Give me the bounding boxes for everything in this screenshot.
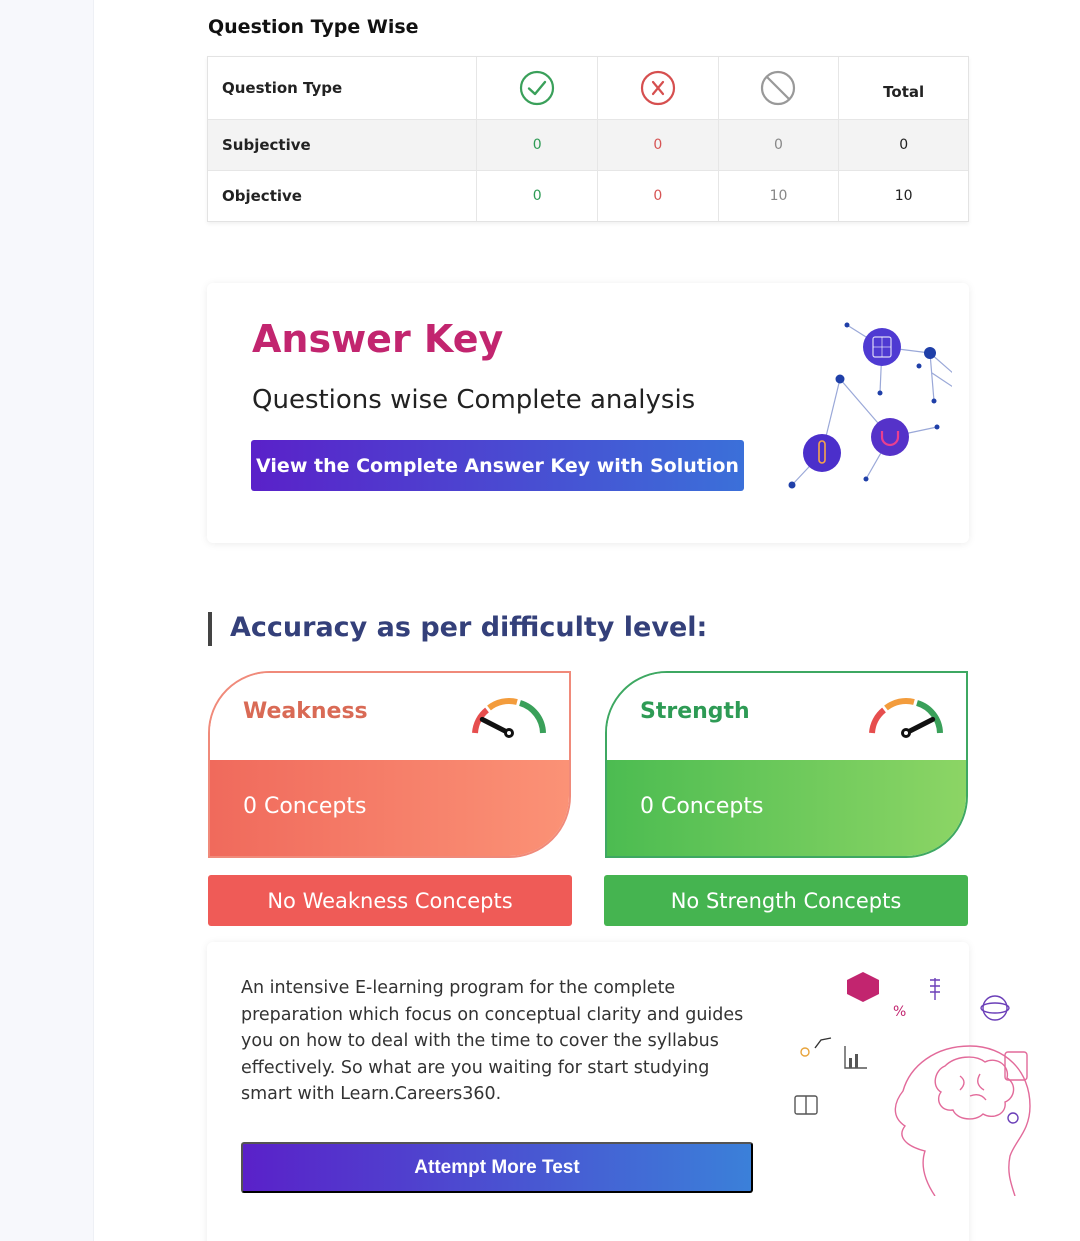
answer-key-title: Answer Key — [252, 317, 504, 361]
answer-key-card — [207, 283, 969, 543]
weakness-gauge-icon — [469, 693, 549, 741]
row-wrong: 0 — [598, 171, 719, 221]
no-weakness-concepts-button[interactable]: No Weakness Concepts — [208, 875, 572, 926]
row-total: 0 — [899, 137, 909, 153]
attempt-more-test-button[interactable]: Attempt More Test — [241, 1142, 753, 1193]
question-type-table — [207, 56, 969, 222]
header-wrong — [598, 57, 719, 119]
elearning-description: An intensive E-learning program for the complete preparation which focus on conceptual clarity and guides you on how to deal with the time to cover the syllabus effectively. So what are you waiting for start studying smart with Learn.Careers360. — [241, 978, 744, 1104]
check-circle-icon — [519, 70, 555, 106]
header-total: Total — [883, 83, 925, 101]
weakness-count: 0 Concepts — [243, 794, 367, 819]
elearning-card — [207, 942, 969, 1241]
ban-circle-icon — [760, 70, 796, 106]
strength-label: Strength — [640, 699, 750, 724]
no-strength-concepts-button[interactable]: No Strength Concepts — [604, 875, 968, 926]
x-circle-icon — [640, 70, 676, 106]
row-total: 10 — [894, 188, 913, 204]
row-wrong: 0 — [598, 120, 719, 170]
brain-learning-illustration — [785, 966, 1055, 1196]
section-title-question-type: Question Type Wise — [208, 16, 419, 38]
accuracy-title: Accuracy as per difficulty level: — [230, 612, 708, 643]
strength-gauge-icon — [866, 693, 946, 741]
header-correct — [477, 57, 598, 119]
percent-symbol: % — [893, 1004, 907, 1020]
row-type: Objective — [208, 171, 477, 221]
row-skipped: 10 — [719, 171, 840, 221]
table-header-row — [208, 57, 968, 120]
row-correct: 0 — [477, 120, 598, 170]
weakness-label: Weakness — [243, 699, 368, 724]
answer-key-subtitle: Questions wise Complete analysis — [252, 385, 696, 415]
left-rail — [0, 0, 94, 1241]
table-row — [208, 120, 968, 171]
weakness-card — [208, 671, 571, 858]
view-answer-key-button[interactable]: View the Complete Answer Key with Solution — [251, 440, 744, 491]
row-skipped: 0 — [719, 120, 840, 170]
table-row — [208, 171, 968, 221]
accuracy-heading-bar — [208, 612, 212, 646]
row-type: Subjective — [208, 120, 477, 170]
strength-card — [605, 671, 968, 858]
header-skipped — [719, 57, 840, 119]
row-correct: 0 — [477, 171, 598, 221]
strength-count: 0 Concepts — [640, 794, 764, 819]
header-question-type: Question Type — [208, 57, 477, 119]
science-network-illustration — [782, 313, 952, 498]
